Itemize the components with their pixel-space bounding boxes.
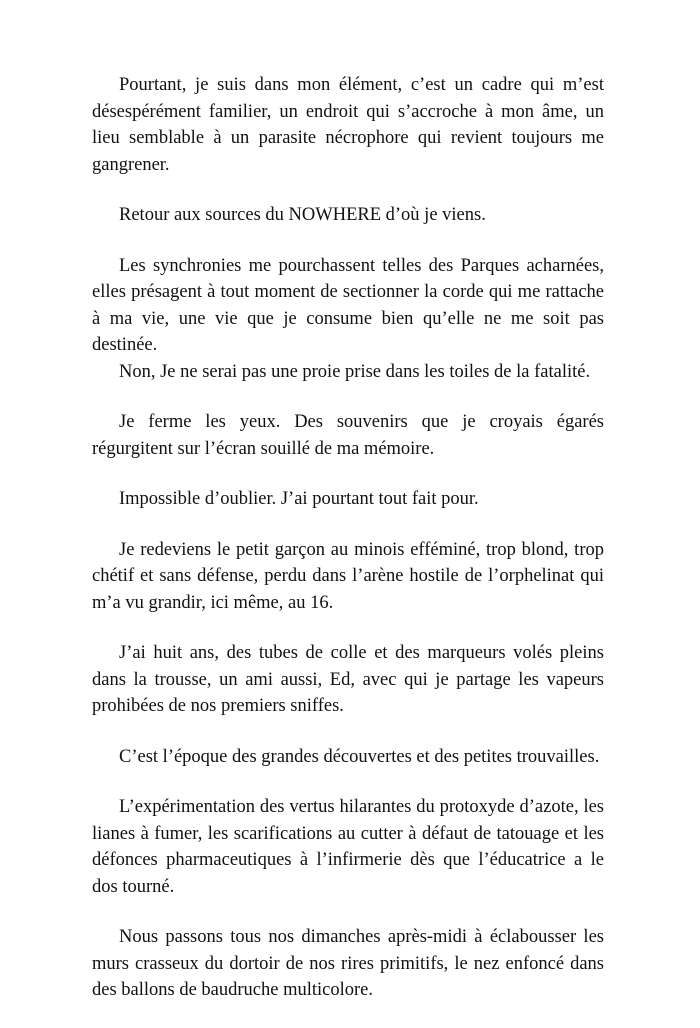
paragraph-8: J’ai huit ans, des tubes de colle et des marqueurs volés pleins dans la trousse, un ami aussi, Ed, avec qui je partage les vapeurs prohibées de nos premiers sniffes. xyxy=(92,643,604,716)
paragraph-10: L’expérimentation des vertus hilarantes du protoxyde d’azote, les lianes à fumer, les scarifications au cutter à défaut de tatouage et les défonces pharmaceutiques à l’infirmerie dès que l’éducatrice a le dos tourné. xyxy=(92,797,604,897)
body-text xyxy=(92,72,604,1028)
paragraph-2: Retour aux sources du NOWHERE d’où je viens. xyxy=(119,205,486,225)
paragraph-9: C’est l’époque des grandes découvertes et des petites trouvailles. xyxy=(119,746,600,767)
paragraph-1: Pourtant, je suis dans mon élément, c’est un cadre qui m’est désespérément familier, un endroit qui s’accroche à mon âme, un lieu semblable à un parasite nécrophore qui revient toujours me gangrener. xyxy=(92,75,604,175)
paragraph-7: Je redeviens le petit garçon au minois efféminé, trop blond, trop chétif et sans défense, perdu dans l’arène hostile de l’orphelinat qui m’a vu grandir, ici même, au 16. xyxy=(92,539,604,613)
paragraph-4: Non, Je ne serai pas une proie prise dans les toiles de la fatalité. xyxy=(119,361,591,382)
paragraph-6: Impossible d’oublier. J’ai pourtant tout fait pour. xyxy=(119,489,479,509)
paragraph-3: Les synchronies me pourchassent telles des Parques acharnées, elles présagent à tout moment de sectionner la corde qui me rattache à ma vie, une vie que je consume bien qu’elle ne me soit pas destinée. xyxy=(92,255,604,355)
paragraph-5: Je ferme les yeux. Des souvenirs que je croyais égarés régurgitent sur l’écran souillé de ma mémoire. xyxy=(92,412,604,459)
paragraph-11: Nous passons tous nos dimanches après-midi à éclabousser les murs crasseux du dortoir de nos rires primitifs, le nez enfoncé dans des ballons de baudruche multicolore. xyxy=(92,927,604,1000)
